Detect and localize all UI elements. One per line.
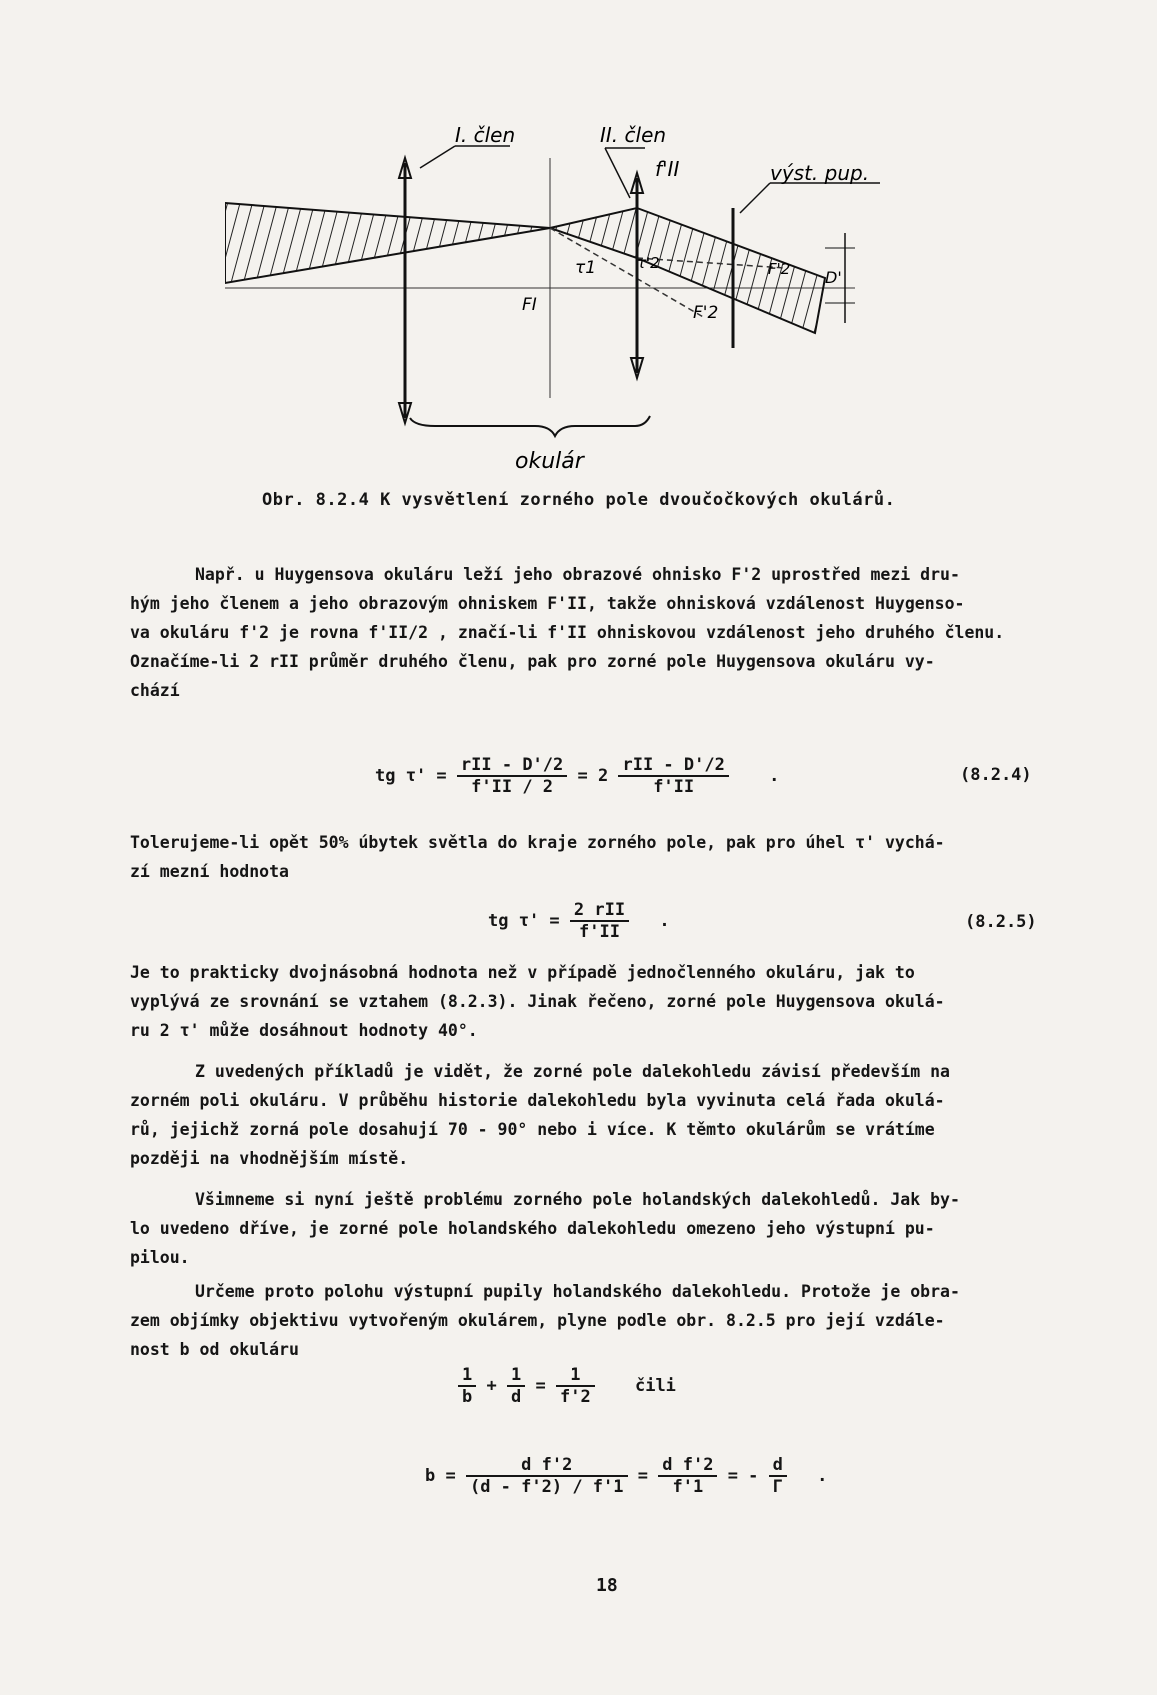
eq-equals-minus: = - bbox=[727, 1466, 759, 1486]
eq-end: . bbox=[769, 766, 780, 786]
equation-b bbox=[425, 1455, 827, 1497]
paragraph-1 bbox=[130, 560, 1060, 705]
eq-numerator: 2 rII bbox=[570, 900, 629, 922]
figure-caption: Obr. 8.2.4 K vysvětlení zorného pole dvoučočkových okulárů. bbox=[262, 490, 896, 510]
label-tau1: τ1 bbox=[575, 258, 597, 278]
text-line: Z uvedených příkladů je vidět, že zorné pole dalekohledu závisí především na bbox=[195, 1062, 950, 1081]
eq-numerator: rII - D'/2 bbox=[457, 755, 567, 777]
eq-numerator: d f'2 bbox=[466, 1455, 628, 1477]
eq-numerator: 1 bbox=[458, 1365, 476, 1387]
text-line: va okuláru f'2 je rovna f'II/2 , značí-li f'II ohniskovou vzdálenost jeho druhého členu. bbox=[130, 623, 1005, 642]
paragraph-4 bbox=[130, 1057, 1060, 1173]
eq-fraction-1-over-d bbox=[507, 1365, 525, 1407]
equation-lens bbox=[458, 1365, 676, 1407]
eyepiece-brace bbox=[410, 416, 650, 436]
eq-equals: = bbox=[637, 1466, 648, 1486]
eq-numerator: d f'2 bbox=[658, 1455, 717, 1477]
eq-numerator: d bbox=[769, 1455, 787, 1477]
eq-lhs: tg τ' = bbox=[488, 911, 560, 931]
text-line: zem objímky objektivu vytvořeným okulárem, plyne podle obr. 8.2.5 pro její vzdále- bbox=[130, 1311, 945, 1330]
eyepiece-field-diagram bbox=[225, 118, 945, 518]
paragraph-6 bbox=[130, 1277, 1060, 1364]
label-f2-prime: f'II bbox=[655, 157, 680, 181]
text-line: lo uvedeno dříve, je zorné pole holandského dalekohledu omezeno jeho výstupní pu- bbox=[130, 1219, 935, 1238]
text-line: rů, jejichž zorná pole dosahují 70 - 90° nebo i více. K těmto okulárům se vrátíme bbox=[130, 1120, 935, 1139]
label-tau2: τ'2 bbox=[637, 254, 660, 272]
text-line: pilou. bbox=[130, 1248, 190, 1267]
optical-diagram-svg bbox=[225, 118, 945, 518]
label-f2-axis: F'2 bbox=[768, 260, 791, 278]
eq-fraction-1-over-b bbox=[458, 1365, 476, 1407]
equation-8-2-4 bbox=[375, 755, 779, 797]
eq-fraction-2 bbox=[618, 755, 728, 797]
eq-denominator: Γ bbox=[772, 1477, 783, 1497]
eq-denominator: f'2 bbox=[560, 1387, 591, 1407]
text-line: vyplývá ze srovnání se vztahem (8.2.3). Jinak řečeno, zorné pole Huygensova okulá- bbox=[130, 992, 945, 1011]
eq-denominator: (d - f'2) / f'1 bbox=[469, 1477, 624, 1497]
eq-fraction-1-over-f2 bbox=[556, 1365, 595, 1407]
eq-fraction bbox=[570, 900, 629, 942]
eq-end: . bbox=[659, 911, 670, 931]
equation-8-2-5 bbox=[488, 900, 670, 942]
text-line: nost b od okuláru bbox=[130, 1340, 299, 1359]
eq-end: . bbox=[817, 1466, 828, 1486]
eq-denominator: f'1 bbox=[672, 1477, 704, 1497]
text-line: Tolerujeme-li opět 50% úbytek světla do kraje zorného pole, pak pro úhel τ' vychá- bbox=[130, 833, 945, 852]
eq-fraction-2 bbox=[658, 1455, 717, 1497]
eq-numerator: 1 bbox=[507, 1365, 525, 1387]
eq-word: čili bbox=[634, 1376, 676, 1396]
label-exit-pupil: výst. pup. bbox=[770, 161, 870, 185]
eq-plus: + bbox=[486, 1376, 497, 1396]
eq-fraction-1 bbox=[457, 755, 567, 797]
eq-mid: = 2 bbox=[577, 766, 609, 786]
label-f1-point: FI bbox=[522, 295, 537, 315]
eq-fraction-3 bbox=[769, 1455, 787, 1497]
eq-lhs: tg τ' = bbox=[375, 766, 447, 786]
label-eyepiece: okulár bbox=[515, 449, 584, 474]
text-line: zí mezní hodnota bbox=[130, 862, 289, 881]
eq-denominator: f'II / 2 bbox=[471, 777, 554, 797]
text-line: chází bbox=[130, 681, 180, 700]
eq-numerator: 1 bbox=[556, 1365, 595, 1387]
label-f2-point: F'2 bbox=[693, 303, 719, 323]
text-line: Všimneme si nyní ještě problému zorného pole holandských dalekohledů. Jak by- bbox=[195, 1190, 960, 1209]
text-line: Označíme-li 2 rII průměr druhého členu, pak pro zorné pole Huygensova okuláru vy- bbox=[130, 652, 935, 671]
label-d-prime: D' bbox=[825, 268, 842, 287]
eq-lhs: b = bbox=[425, 1466, 456, 1486]
beam-middle bbox=[550, 208, 637, 258]
eq-equals: = bbox=[535, 1376, 546, 1396]
text-line: Je to prakticky dvojnásobná hodnota než v případě jednočlenného okuláru, jak to bbox=[130, 963, 915, 982]
beam-outgoing bbox=[637, 208, 825, 333]
paragraph-2 bbox=[130, 828, 1060, 886]
eq-denominator: f'II bbox=[653, 777, 695, 797]
equation-number-8-2-4: (8.2.4) bbox=[960, 765, 1032, 785]
text-line: ru 2 τ' může dosáhnout hodnoty 40°. bbox=[130, 1021, 478, 1040]
text-line: později na vhodnějším místě. bbox=[130, 1149, 409, 1168]
paragraph-3 bbox=[130, 958, 1060, 1045]
text-line: Např. u Huygensova okuláru leží jeho obrazové ohnisko F'2 uprostřed mezi dru- bbox=[195, 565, 960, 584]
eq-denominator: f'II bbox=[579, 922, 620, 942]
label-member-I: I. člen bbox=[455, 123, 516, 147]
equation-number-8-2-5: (8.2.5) bbox=[965, 912, 1037, 932]
eq-denominator: d bbox=[511, 1387, 522, 1407]
page-number: 18 bbox=[596, 1575, 618, 1596]
beam-incoming bbox=[225, 203, 550, 283]
text-line: hým jeho členem a jeho obrazovým ohniskem F'II, takže ohnisková vzdálenost Huygenso- bbox=[130, 594, 965, 613]
eq-denominator: b bbox=[462, 1387, 473, 1407]
label-member-II: II. člen bbox=[600, 123, 667, 147]
text-line: Určeme proto polohu výstupní pupily holandského dalekohledu. Protože je obra- bbox=[195, 1282, 960, 1301]
eq-fraction-1 bbox=[466, 1455, 628, 1497]
paragraph-5 bbox=[130, 1185, 1060, 1272]
text-line: zorném poli okuláru. V průběhu historie dalekohledu byla vyvinuta celá řada okulá- bbox=[130, 1091, 945, 1110]
eq-numerator: rII - D'/2 bbox=[618, 755, 728, 777]
